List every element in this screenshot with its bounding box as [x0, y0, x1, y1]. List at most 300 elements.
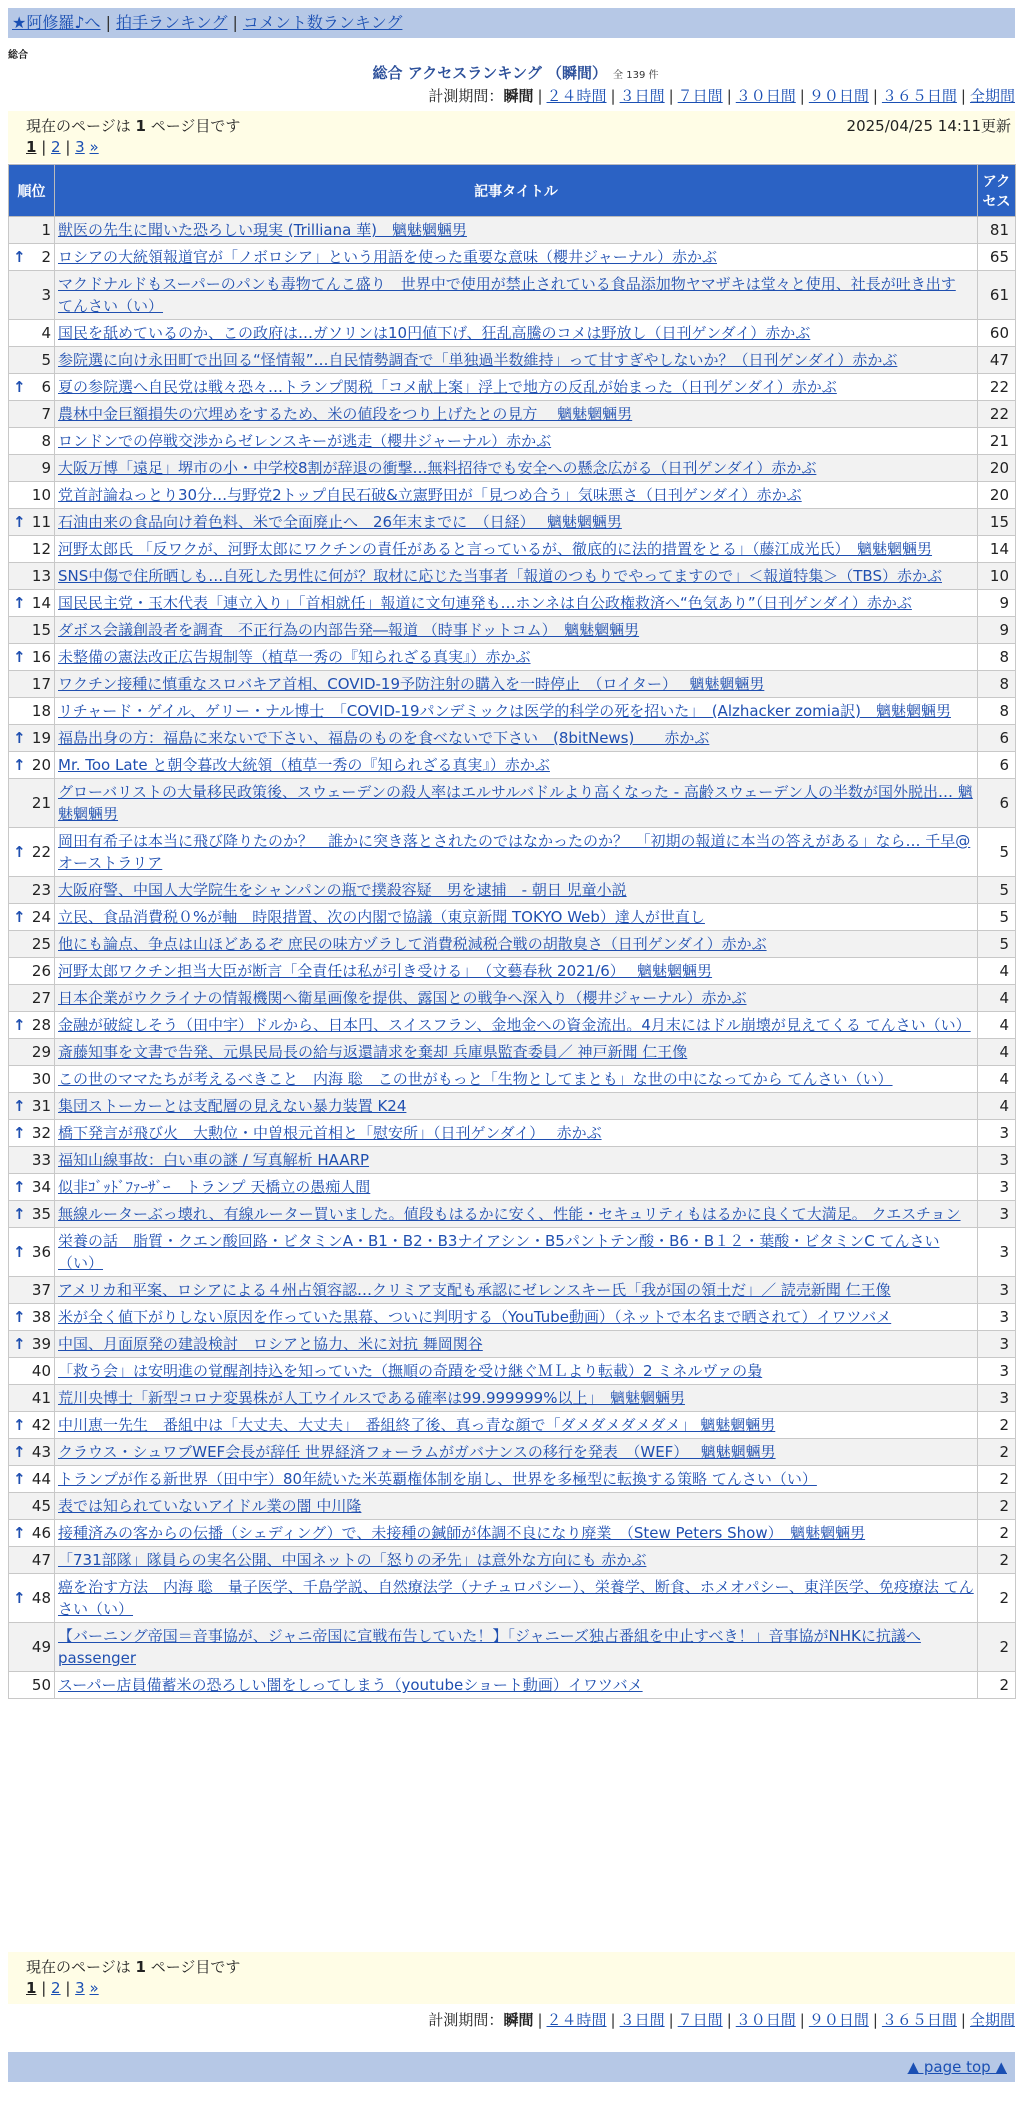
- rank-number: 33: [31, 1151, 51, 1169]
- access-count: 4: [978, 1066, 1016, 1093]
- title-cell: [55, 1520, 978, 1547]
- title-cell: [55, 1466, 978, 1493]
- access-count: 9: [978, 590, 1016, 617]
- pager-bottom-page-3[interactable]: 3: [75, 1979, 85, 1997]
- rank-cell: [9, 1039, 55, 1066]
- article-link[interactable]: 「731部隊」隊員らの実名公開、中国ネットの「怒りの矛先」は意外な方向にも 赤かぶ: [58, 1551, 647, 1569]
- table-row: [9, 1439, 1016, 1466]
- article-link[interactable]: 金融が破綻しそう（田中宇）ドルから、日本円、スイスフラン、金地金への資金流出。4月末にはドル崩壊が見えてくる てんさい（い）: [58, 1016, 971, 1034]
- rank-cell: [9, 401, 55, 428]
- title-cell: [55, 320, 978, 347]
- rank-number: 6: [41, 378, 51, 396]
- access-count: 22: [978, 374, 1016, 401]
- period-top-option-3[interactable]: ３０日間: [735, 87, 796, 105]
- access-count: 4: [978, 1039, 1016, 1066]
- title-cell: [55, 644, 978, 671]
- pager-top-page-1[interactable]: 1: [26, 138, 37, 156]
- title-cell: [55, 828, 978, 877]
- article-link[interactable]: 斎藤知事を文書で告発、元県民局長の給与返還請求を棄却 兵庫県監査委員／ 神戸新聞 仁王像: [58, 1043, 688, 1061]
- rank-number: 41: [31, 1389, 51, 1407]
- table-row: [9, 428, 1016, 455]
- title-cell: [55, 1012, 978, 1039]
- access-count: 22: [978, 401, 1016, 428]
- rank-number: 34: [31, 1178, 51, 1196]
- table-row: [9, 958, 1016, 985]
- period-bottom-option-5[interactable]: ３６５日間: [881, 2011, 957, 2029]
- rank-cell: [9, 828, 55, 877]
- up-arrow-icon: ↑: [13, 1470, 26, 1488]
- rank-cell: [9, 1493, 55, 1520]
- pager-bottom-page-2[interactable]: 2: [51, 1979, 61, 1997]
- access-count: 2: [978, 1547, 1016, 1574]
- title-cell: [55, 617, 978, 644]
- title-cell: [55, 1672, 978, 1699]
- up-arrow-icon: ↑: [13, 908, 26, 926]
- rank-number: 21: [31, 794, 51, 812]
- period-top-option-6[interactable]: 全期間: [969, 87, 1015, 105]
- up-arrow-icon: ↑: [13, 1205, 26, 1223]
- article-link[interactable]: 表では知られていないアイドル業の闇 中川隆: [58, 1497, 362, 1515]
- article-link[interactable]: 癌を治す方法 内海 聡 量子医学、千島学説、自然療法学（ナチュロパシー）、栄養学、断食、ホメオパシー、東洋医学、免疫療法 てんさい（い）: [58, 1578, 974, 1618]
- title-cell: [55, 1331, 978, 1358]
- period-bottom-option-0[interactable]: ２４時間: [546, 2011, 607, 2029]
- title-cell: [55, 931, 978, 958]
- rank-number: 15: [31, 621, 51, 639]
- article-link[interactable]: 夏の参院選へ自民党は戦々恐々…トランプ関税「コメ献上案」浮上で地方の反乱が始まった（日刊ゲンダイ）赤かぶ: [58, 378, 837, 396]
- up-arrow-icon: ↑: [13, 1016, 26, 1034]
- access-count: 3: [978, 1120, 1016, 1147]
- rank-cell: [9, 1066, 55, 1093]
- article-link[interactable]: 接種済みの客からの伝播（シェディング）で、未接種の鍼師が体調不良になり廃業 （Stew Peters Show） 魑魅魍魎男: [58, 1524, 866, 1542]
- article-link[interactable]: ロシアの大統領報道官が「ノボロシア」という用語を使った重要な意味（櫻井ジャーナル）赤かぶ: [58, 248, 717, 266]
- rank-cell: [9, 1547, 55, 1574]
- period-bottom-current: 瞬間: [503, 2011, 534, 2029]
- table-row: [9, 1228, 1016, 1277]
- table-row: [9, 1412, 1016, 1439]
- title-cell: [55, 1304, 978, 1331]
- access-count: 9: [978, 617, 1016, 644]
- rank-cell: [9, 958, 55, 985]
- updated-timestamp: 2025/04/25 14:11更新: [846, 117, 1011, 135]
- period-bottom-option-4[interactable]: ９０日間: [808, 2011, 869, 2029]
- rank-cell: [9, 320, 55, 347]
- pager-bottom: [8, 1952, 1015, 2004]
- access-count: 2: [978, 1466, 1016, 1493]
- access-count: 4: [978, 1093, 1016, 1120]
- rank-number: 43: [31, 1443, 51, 1461]
- rank-number: 22: [31, 843, 51, 861]
- access-count: 65: [978, 244, 1016, 271]
- page-title-text: 総合 アクセスランキング （瞬間）: [372, 64, 608, 82]
- title-cell: [55, 877, 978, 904]
- article-link[interactable]: スーパー店員備蓄米の恐ろしい闇をしってしまう（youtubeショート動画）イワツバメ: [58, 1676, 643, 1694]
- article-link[interactable]: 石油由来の食品向け着色料、米で全面廃止へ 26年末までに （日経） 魑魅魍魎男: [58, 513, 622, 531]
- article-link[interactable]: リチャード・ゲイル、ゲリー・ナル博士 「COVID-19パンデミックは医学的科学の死を招いた」 (Alzhacker zomia訳) 魑魅魍魎男: [58, 702, 951, 720]
- rank-number: 17: [31, 675, 51, 693]
- access-count: 8: [978, 644, 1016, 671]
- access-count: 5: [978, 904, 1016, 931]
- access-count: 61: [978, 271, 1016, 320]
- article-link[interactable]: グローバリストの大量移民政策後、スウェーデンの殺人率はエルサルバドルより高くなった - 高齢スウェーデン人の半数が国外脱出… 魑魅魍魎男: [58, 783, 973, 823]
- up-arrow-icon: ↑: [13, 1124, 26, 1142]
- up-arrow-icon: ↑: [13, 843, 26, 861]
- table-row: [9, 401, 1016, 428]
- article-link[interactable]: 橋下発言が飛び火 大勲位・中曽根元首相と「慰安所」（日刊ゲンダイ） 赤かぶ: [58, 1124, 602, 1142]
- rank-cell: [9, 1385, 55, 1412]
- rank-number: 37: [31, 1281, 51, 1299]
- table-row: [9, 536, 1016, 563]
- article-link[interactable]: 日本企業がウクライナの情報機関へ衛星画像を提供、露国との戦争へ深入り（櫻井ジャーナル）赤かぶ: [58, 989, 747, 1007]
- pager-bottom-current-page: 1: [135, 1958, 146, 1976]
- title-cell: [55, 1039, 978, 1066]
- article-link[interactable]: 他にも論点、争点は山ほどあるぞ 庶民の味方ヅラして消費税減税合戦の胡散臭さ（日刊ゲンダイ）赤かぶ: [58, 935, 767, 953]
- access-count: 21: [978, 428, 1016, 455]
- rank-cell: [9, 1012, 55, 1039]
- rank-number: 49: [31, 1638, 51, 1656]
- title-cell: [55, 1120, 978, 1147]
- article-link[interactable]: 荒川央博士「新型コロナ変異株が人工ウイルスである確率は99.999999%以上」 魑魅魍魎男: [58, 1389, 685, 1407]
- article-link[interactable]: 大阪府警、中国人大学院生をシャンパンの瓶で撲殺容疑 男を逮捕 - 朝日 児童小説: [58, 881, 627, 899]
- period-bottom-option-6[interactable]: 全期間: [969, 2011, 1015, 2029]
- rank-number: 27: [31, 989, 51, 1007]
- up-arrow-icon: ↑: [13, 513, 26, 531]
- rank-number: 47: [31, 1551, 51, 1569]
- page-top-link[interactable]: ▲ page top ▲: [907, 2058, 1007, 2076]
- rank-number: 3: [41, 286, 51, 304]
- rank-cell: [9, 271, 55, 320]
- period-bottom-option-3[interactable]: ３０日間: [735, 2011, 796, 2029]
- rank-cell: [9, 428, 55, 455]
- access-count: 20: [978, 455, 1016, 482]
- period-bottom-option-1[interactable]: ３日間: [619, 2011, 665, 2029]
- rank-number: 1: [41, 221, 51, 239]
- article-link[interactable]: マクドナルドもスーパーのパンも毒物てんこ盛り 世界中で使用が禁止されている食品添加物ヤマザキは堂々と使用、社長が吐き出す てんさい（い）: [58, 275, 956, 315]
- pager-top-next[interactable]: »: [89, 138, 99, 156]
- article-link[interactable]: 似非ｺﾞｯﾄﾞﾌｧｰｻﾞｰ トランプ 天橋立の愚痴人間: [58, 1178, 371, 1196]
- access-count: 6: [978, 779, 1016, 828]
- access-count: 4: [978, 958, 1016, 985]
- table-row: [9, 1277, 1016, 1304]
- table-row: [9, 1547, 1016, 1574]
- table-row: [9, 374, 1016, 401]
- table-row: [9, 1066, 1016, 1093]
- table-row: [9, 1174, 1016, 1201]
- footer-bar: [8, 2052, 1015, 2082]
- rank-number: 7: [41, 405, 51, 423]
- table-row: [9, 779, 1016, 828]
- rank-cell: [9, 931, 55, 958]
- pager-top-page-3[interactable]: 3: [75, 138, 85, 156]
- rank-number: 42: [31, 1416, 51, 1434]
- article-link[interactable]: 河野太郎ワクチン担当大臣が断言「全責任は私が引き受ける」 （文藝春秋 2021/6） 魑魅魍魎男: [58, 962, 713, 980]
- access-count: 60: [978, 320, 1016, 347]
- access-count: 8: [978, 671, 1016, 698]
- rank-cell: [9, 877, 55, 904]
- rank-cell: [9, 1147, 55, 1174]
- up-arrow-icon: ↑: [13, 1416, 26, 1434]
- page-title: [0, 62, 1031, 83]
- rank-cell: [9, 563, 55, 590]
- table-row: [9, 1093, 1016, 1120]
- access-count: 2: [978, 1623, 1016, 1672]
- table-row: [9, 617, 1016, 644]
- access-count: 3: [978, 1277, 1016, 1304]
- period-top-option-1[interactable]: ３日間: [619, 87, 665, 105]
- table-row: [9, 752, 1016, 779]
- title-cell: [55, 904, 978, 931]
- access-count: 3: [978, 1331, 1016, 1358]
- table-row: [9, 904, 1016, 931]
- article-link[interactable]: トランプが作る新世界（田中宇）80年続いた米英覇権体制を崩し、世界を多極型に転換する策略 てんさい（い）: [58, 1470, 817, 1488]
- table-row: [9, 455, 1016, 482]
- period-top-option-4[interactable]: ９０日間: [808, 87, 869, 105]
- header-title: 記事タイトル: [55, 165, 978, 217]
- rank-number: 8: [41, 432, 51, 450]
- period-selector-bottom: 計測期間：瞬間 | ２４時間 | ３日間 | ７日間 | ３０日間 | ９０日間 | ３６５日間 | 全期間: [428, 2011, 1015, 2029]
- title-cell: [55, 725, 978, 752]
- article-link[interactable]: 国民民主党・玉木代表「連立入り」「首相就任」報道に文句連発も…ホンネは自公政権救済へ“色気あり”（日刊ゲンダイ）赤かぶ: [58, 594, 912, 612]
- title-cell: [55, 455, 978, 482]
- table-row: [9, 1331, 1016, 1358]
- period-top-option-2[interactable]: ７日間: [677, 87, 723, 105]
- article-link[interactable]: アメリカ和平案、ロシアによる４州占領容認…クリミア支配も承認にゼレンスキー氏「我が国の領土だ」／ 読売新聞 仁王像: [58, 1281, 891, 1299]
- item-count: 全 139 件: [613, 70, 659, 81]
- article-link[interactable]: Mr. Too Late と朝令暮改大統領（植草一秀の『知られざる真実』）赤かぶ: [58, 756, 550, 774]
- rank-cell: [9, 1093, 55, 1120]
- title-cell: [55, 1358, 978, 1385]
- rank-number: 14: [31, 594, 51, 612]
- rank-cell: [9, 1672, 55, 1699]
- article-link[interactable]: 福島出身の方：福島に来ないで下さい、福島のものを食べないで下さい (8bitNews) 赤かぶ: [58, 729, 710, 747]
- access-count: 2: [978, 1574, 1016, 1623]
- table-row: [9, 1201, 1016, 1228]
- rank-cell: [9, 725, 55, 752]
- article-link[interactable]: SNS中傷で住所晒しも…自死した男性に何が？取材に応じた当事者「報道のつもりでやってますので」＜報道特集＞（TBS）赤かぶ: [58, 567, 942, 585]
- table-row: [9, 1385, 1016, 1412]
- article-link[interactable]: 中川恵一先生 番組中は「大丈夫、大丈夫」 番組終了後、真っ青な顔で「ダメダメダメダメ」 魑魅魍魎男: [58, 1416, 776, 1434]
- title-cell: [55, 244, 978, 271]
- article-link[interactable]: 福知山線事故：白い車の謎 / 写真解析 HAARP: [58, 1151, 370, 1169]
- access-count: 3: [978, 1174, 1016, 1201]
- rank-number: 2: [41, 248, 51, 266]
- access-count: 3: [978, 1358, 1016, 1385]
- up-arrow-icon: ↑: [13, 594, 26, 612]
- rank-cell: [9, 1520, 55, 1547]
- table-row: [9, 271, 1016, 320]
- article-link[interactable]: 国民を舐めているのか、この政府は…ガソリンは10円値下げ、狂乱高騰のコメは野放し（日刊ゲンダイ）赤かぶ: [58, 324, 811, 342]
- rank-cell: [9, 1304, 55, 1331]
- article-link[interactable]: 河野太郎氏 「反ワクが、河野太郎にワクチンの責任があると言っているが、徹底的に法的措置をとる」（藤江成光氏） 魑魅魍魎男: [58, 540, 933, 558]
- article-link[interactable]: 「救う会」は安明進の覚醒剤持込を知っていた（撫順の奇蹟を受け継ぐＭＬより転載）2 ミネルヴァの梟: [58, 1362, 763, 1380]
- rank-cell: [9, 779, 55, 828]
- rank-cell: [9, 698, 55, 725]
- up-arrow-icon: ↑: [13, 1443, 26, 1461]
- access-count: 6: [978, 725, 1016, 752]
- pager-bottom-links: 1 | 2 | 3 »: [26, 1979, 99, 1997]
- rank-number: 44: [31, 1470, 51, 1488]
- title-cell: [55, 1623, 978, 1672]
- access-count: 10: [978, 563, 1016, 590]
- table-row: [9, 828, 1016, 877]
- rank-cell: [9, 1574, 55, 1623]
- rank-number: 20: [31, 756, 51, 774]
- article-link[interactable]: 参院選に向け永田町で出回る“怪情報”…自民情勢調査で「単独過半数維持」って甘すぎやしないか？（日刊ゲンダイ）赤かぶ: [58, 351, 898, 369]
- rank-number: 32: [31, 1124, 51, 1142]
- access-count: 2: [978, 1672, 1016, 1699]
- rank-number: 35: [31, 1205, 51, 1223]
- article-link[interactable]: 党首討論ねっとり30分…与野党2トップ自民石破&立憲野田が「見つめ合う」気味悪さ（日刊ゲンダイ）赤かぶ: [58, 486, 802, 504]
- title-cell: [55, 563, 978, 590]
- access-count: 5: [978, 828, 1016, 877]
- title-cell: [55, 1574, 978, 1623]
- access-count: 2: [978, 1520, 1016, 1547]
- article-link[interactable]: 獣医の先生に聞いた恐ろしい現実 (Trilliana 華) 魑魅魍魎男: [58, 221, 467, 239]
- rank-number: 26: [31, 962, 51, 980]
- rank-cell: [9, 482, 55, 509]
- table-row: [9, 644, 1016, 671]
- pager-bottom-page-1[interactable]: 1: [26, 1979, 37, 1997]
- rank-number: 13: [31, 567, 51, 585]
- table-row: [9, 698, 1016, 725]
- up-arrow-icon: ↑: [13, 1308, 26, 1326]
- access-count: 3: [978, 1201, 1016, 1228]
- period-top-current: 瞬間: [503, 87, 534, 105]
- title-cell: [55, 1547, 978, 1574]
- table-row: [9, 931, 1016, 958]
- article-link[interactable]: クラウス・シュワブWEF会長が辞任 世界経済フォーラムがガバナンスの移行を発表 （WEF） 魑魅魍魎男: [58, 1443, 776, 1461]
- article-link[interactable]: 【バーニング帝国＝音事協が、ジャニ帝国に宣戦布告していた！】「ジャニーズ独占番組を中止すべき！」音事協がNHKに抗議へ passenger: [58, 1627, 921, 1667]
- table-row: [9, 482, 1016, 509]
- rank-number: 38: [31, 1308, 51, 1326]
- rank-number: 39: [31, 1335, 51, 1353]
- title-cell: [55, 1385, 978, 1412]
- article-link[interactable]: ダボス会議創設者を調査 不正行為の内部告発―報道 （時事ドットコム） 魑魅魍魎男: [58, 621, 640, 639]
- table-row: [9, 563, 1016, 590]
- up-arrow-icon: ↑: [13, 648, 26, 666]
- rank-cell: [9, 244, 55, 271]
- period-top-option-5[interactable]: ３６５日間: [881, 87, 957, 105]
- rank-cell: [9, 374, 55, 401]
- pager-bottom-status: 現在のページは 1 ページ目です: [26, 1958, 241, 1976]
- rank-number: 31: [31, 1097, 51, 1115]
- up-arrow-icon: ↑: [13, 248, 26, 266]
- access-count: 3: [978, 1147, 1016, 1174]
- article-link[interactable]: ワクチン接種に慎重なスロバキア首相、COVID-19予防注射の購入を一時停止 （ロイター） 魑魅魍魎男: [58, 675, 765, 693]
- up-arrow-icon: ↑: [13, 1178, 26, 1196]
- access-count: 5: [978, 877, 1016, 904]
- article-link[interactable]: 未整備の憲法改正広告規制等（植草一秀の『知られざる真実』）赤かぶ: [58, 648, 531, 666]
- top-nav-bar: ★阿修羅♪へ | 拍手ランキング | コメント数ランキング: [8, 8, 1015, 38]
- rank-cell: [9, 752, 55, 779]
- rank-number: 18: [31, 702, 51, 720]
- table-row: [9, 217, 1016, 244]
- title-cell: [55, 374, 978, 401]
- period-bottom-option-2[interactable]: ７日間: [677, 2011, 723, 2029]
- table-row: [9, 1304, 1016, 1331]
- title-cell: [55, 1277, 978, 1304]
- pager-top-page-2[interactable]: 2: [51, 138, 61, 156]
- up-arrow-icon: ↑: [13, 756, 26, 774]
- access-count: 3: [978, 1228, 1016, 1277]
- access-count: 14: [978, 536, 1016, 563]
- article-link[interactable]: 米が全く値下がりしない原因を作っていた黒幕、ついに判明する（YouTube動画）（ネットで本名まで晒されて）イワツバメ: [58, 1308, 892, 1326]
- access-count: 4: [978, 985, 1016, 1012]
- rank-cell: [9, 536, 55, 563]
- article-link[interactable]: 大阪万博「遠足」堺市の小・中学校8割が辞退の衝撃…無料招待でも安全への懸念広がる（日刊ゲンダイ）赤かぶ: [58, 459, 817, 477]
- rank-number: 24: [31, 908, 51, 926]
- article-link[interactable]: 無線ルーターぶっ壊れ、有線ルーター買いました。値段もはるかに安く、性能・セキュリティもはるかに良くて大満足。 クエスチョン: [58, 1205, 961, 1223]
- rank-cell: [9, 671, 55, 698]
- title-cell: [55, 752, 978, 779]
- up-arrow-icon: ↑: [13, 378, 26, 396]
- title-cell: [55, 347, 978, 374]
- article-link[interactable]: 中国、月面原発の建設検討 ロシアと協力、米に対抗 舞岡関谷: [58, 1335, 483, 1353]
- rank-number: 19: [31, 729, 51, 747]
- article-link[interactable]: 岡田有希子は本当に飛び降りたのか？ 誰かに突き落とされたのではなかったのか？ 「初期の報道に本当の答えがある」なら… 千早@オーストラリア: [58, 832, 971, 872]
- rank-number: 28: [31, 1016, 51, 1034]
- rank-number: 40: [31, 1362, 51, 1380]
- access-count: 4: [978, 1012, 1016, 1039]
- up-arrow-icon: ↑: [13, 1335, 26, 1353]
- rank-cell: [9, 1439, 55, 1466]
- rank-cell: [9, 590, 55, 617]
- table-row: [9, 320, 1016, 347]
- title-cell: [55, 1093, 978, 1120]
- article-link[interactable]: ロンドンでの停戦交渉からゼレンスキーが逃走（櫻井ジャーナル）赤かぶ: [58, 432, 552, 450]
- rank-cell: [9, 985, 55, 1012]
- article-link[interactable]: 集団ストーカーとは支配層の見えない暴力装置 K24: [58, 1097, 407, 1115]
- table-header-row: [9, 165, 1016, 217]
- table-row: [9, 509, 1016, 536]
- rank-number: 5: [41, 351, 51, 369]
- up-arrow-icon: ↑: [13, 1589, 26, 1607]
- rank-number: 16: [31, 648, 51, 666]
- access-count: 47: [978, 347, 1016, 374]
- pager-bottom-next[interactable]: »: [89, 1979, 99, 1997]
- rank-number: 12: [31, 540, 51, 558]
- ranking-table: [8, 164, 1016, 1699]
- rank-cell: [9, 509, 55, 536]
- title-cell: [55, 1174, 978, 1201]
- title-cell: [55, 671, 978, 698]
- rank-number: 25: [31, 935, 51, 953]
- rank-cell: [9, 904, 55, 931]
- title-cell: [55, 958, 978, 985]
- access-count: 6: [978, 752, 1016, 779]
- title-cell: [55, 401, 978, 428]
- table-row: [9, 347, 1016, 374]
- period-top-option-0[interactable]: ２４時間: [546, 87, 607, 105]
- rank-number: 48: [31, 1589, 51, 1607]
- rank-cell: [9, 1174, 55, 1201]
- article-link[interactable]: この世のママたちが考えるべきこと 内海 聡 この世がもっと「生物としてまとも」な世の中になってから てんさい（い）: [58, 1070, 893, 1088]
- access-count: 3: [978, 1304, 1016, 1331]
- nav-link-clap-ranking[interactable]: 拍手ランキング: [115, 13, 228, 32]
- title-cell: [55, 271, 978, 320]
- category-label: 総合: [8, 50, 28, 61]
- title-cell: [55, 217, 978, 244]
- article-link[interactable]: 立民、食品消費税０%が軸 時限措置、次の内閣で協議（東京新聞 TOKYO Web）達人が世直し: [58, 908, 705, 926]
- access-count: 5: [978, 931, 1016, 958]
- access-count: 3: [978, 1385, 1016, 1412]
- article-link[interactable]: 栄養の話 脂質・クエン酸回路・ビタミンA・B1・B2・B3ナイアシン・B5パントテン酸・B6・B１２・葉酸・ビタミンC てんさい（い）: [58, 1232, 940, 1272]
- title-cell: [55, 985, 978, 1012]
- rank-cell: [9, 1277, 55, 1304]
- nav-link-comment-ranking[interactable]: コメント数ランキング: [242, 13, 403, 32]
- article-link[interactable]: 農林中金巨額損失の穴埋めをするため、米の値段をつり上げたとの見方 魑魅魍魎男: [58, 405, 633, 423]
- nav-link-asyura[interactable]: ★阿修羅♪へ: [12, 13, 101, 32]
- rank-cell: [9, 617, 55, 644]
